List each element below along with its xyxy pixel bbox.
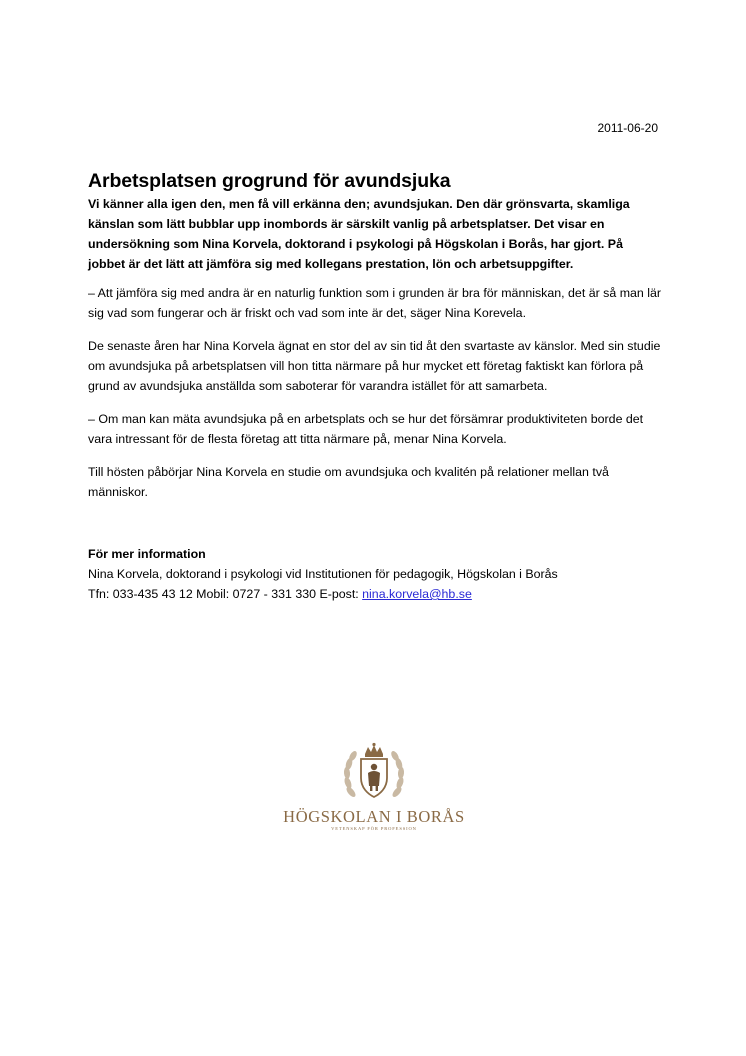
paragraph-3: – Om man kan mäta avundsjuka på en arbetsplats och se hur det försämrar produktiviteten borde det vara intressant för de flesta företag att titta närmare på, menar Nina Korvela. xyxy=(88,412,644,446)
contact-info-title: För mer information xyxy=(88,547,206,561)
paragraph-2: De senaste åren har Nina Korvela ägnat en stor del av sin tid åt den svartaste av känslor. Med sin studie om avundsjuka på arbetsplatsen vill hon titta närmare på hur mycket ett företag faktiskt kan förlora på grund av avundsjuka anställda som saboterar för varandra istället för att samarbeta. xyxy=(88,339,661,393)
logo-name: HÖGSKOLAN I BORÅS xyxy=(283,807,465,826)
email-link[interactable]: nina.korvela@hb.se xyxy=(362,587,472,601)
lead-paragraph: Vi känner alla igen den, men få vill erkänna den; avundsjukan. Den där grönsvarta, skamliga känslan som lätt bubblar upp inombords är särskilt vanlig på arbetsplatser. Det visar en undersökning som Nina Korvela, doktorand i psykologi på Högskolan i Borås, har gjort. På jobbet är det lätt att jämföra sig med kollegans prestation, lön och arbetsuppgifter. xyxy=(88,197,630,271)
contact-details xyxy=(88,584,662,604)
paragraph-1: – Att jämföra sig med andra är en naturlig funktion som i grunden är bra för människan, det är så man lär sig vad som fungerar och är friskt och vad som inte är det, säger Nina Korevela. xyxy=(88,286,662,320)
article-body xyxy=(88,168,662,515)
crest-icon xyxy=(339,742,409,806)
logo-tagline: VETENSKAP FÖR PROFESSION xyxy=(331,826,417,831)
headline: Arbetsplatsen grogrund för avundsjuka xyxy=(88,170,451,192)
document-date: 2011-06-20 xyxy=(597,121,658,135)
contact-person: Nina Korvela, doktorand i psykologi vid Institutionen för pedagogik, Högskolan i Borås xyxy=(88,567,558,581)
contact-info xyxy=(88,544,662,604)
contact-phone: Tfn: 033-435 43 12 Mobil: 0727 - 331 330 E-post: xyxy=(88,587,363,601)
university-logo xyxy=(282,742,466,838)
paragraph-4: Till hösten påbörjar Nina Korvela en studie om avundsjuka och kvalitén på relationer mellan två människor. xyxy=(88,465,609,499)
